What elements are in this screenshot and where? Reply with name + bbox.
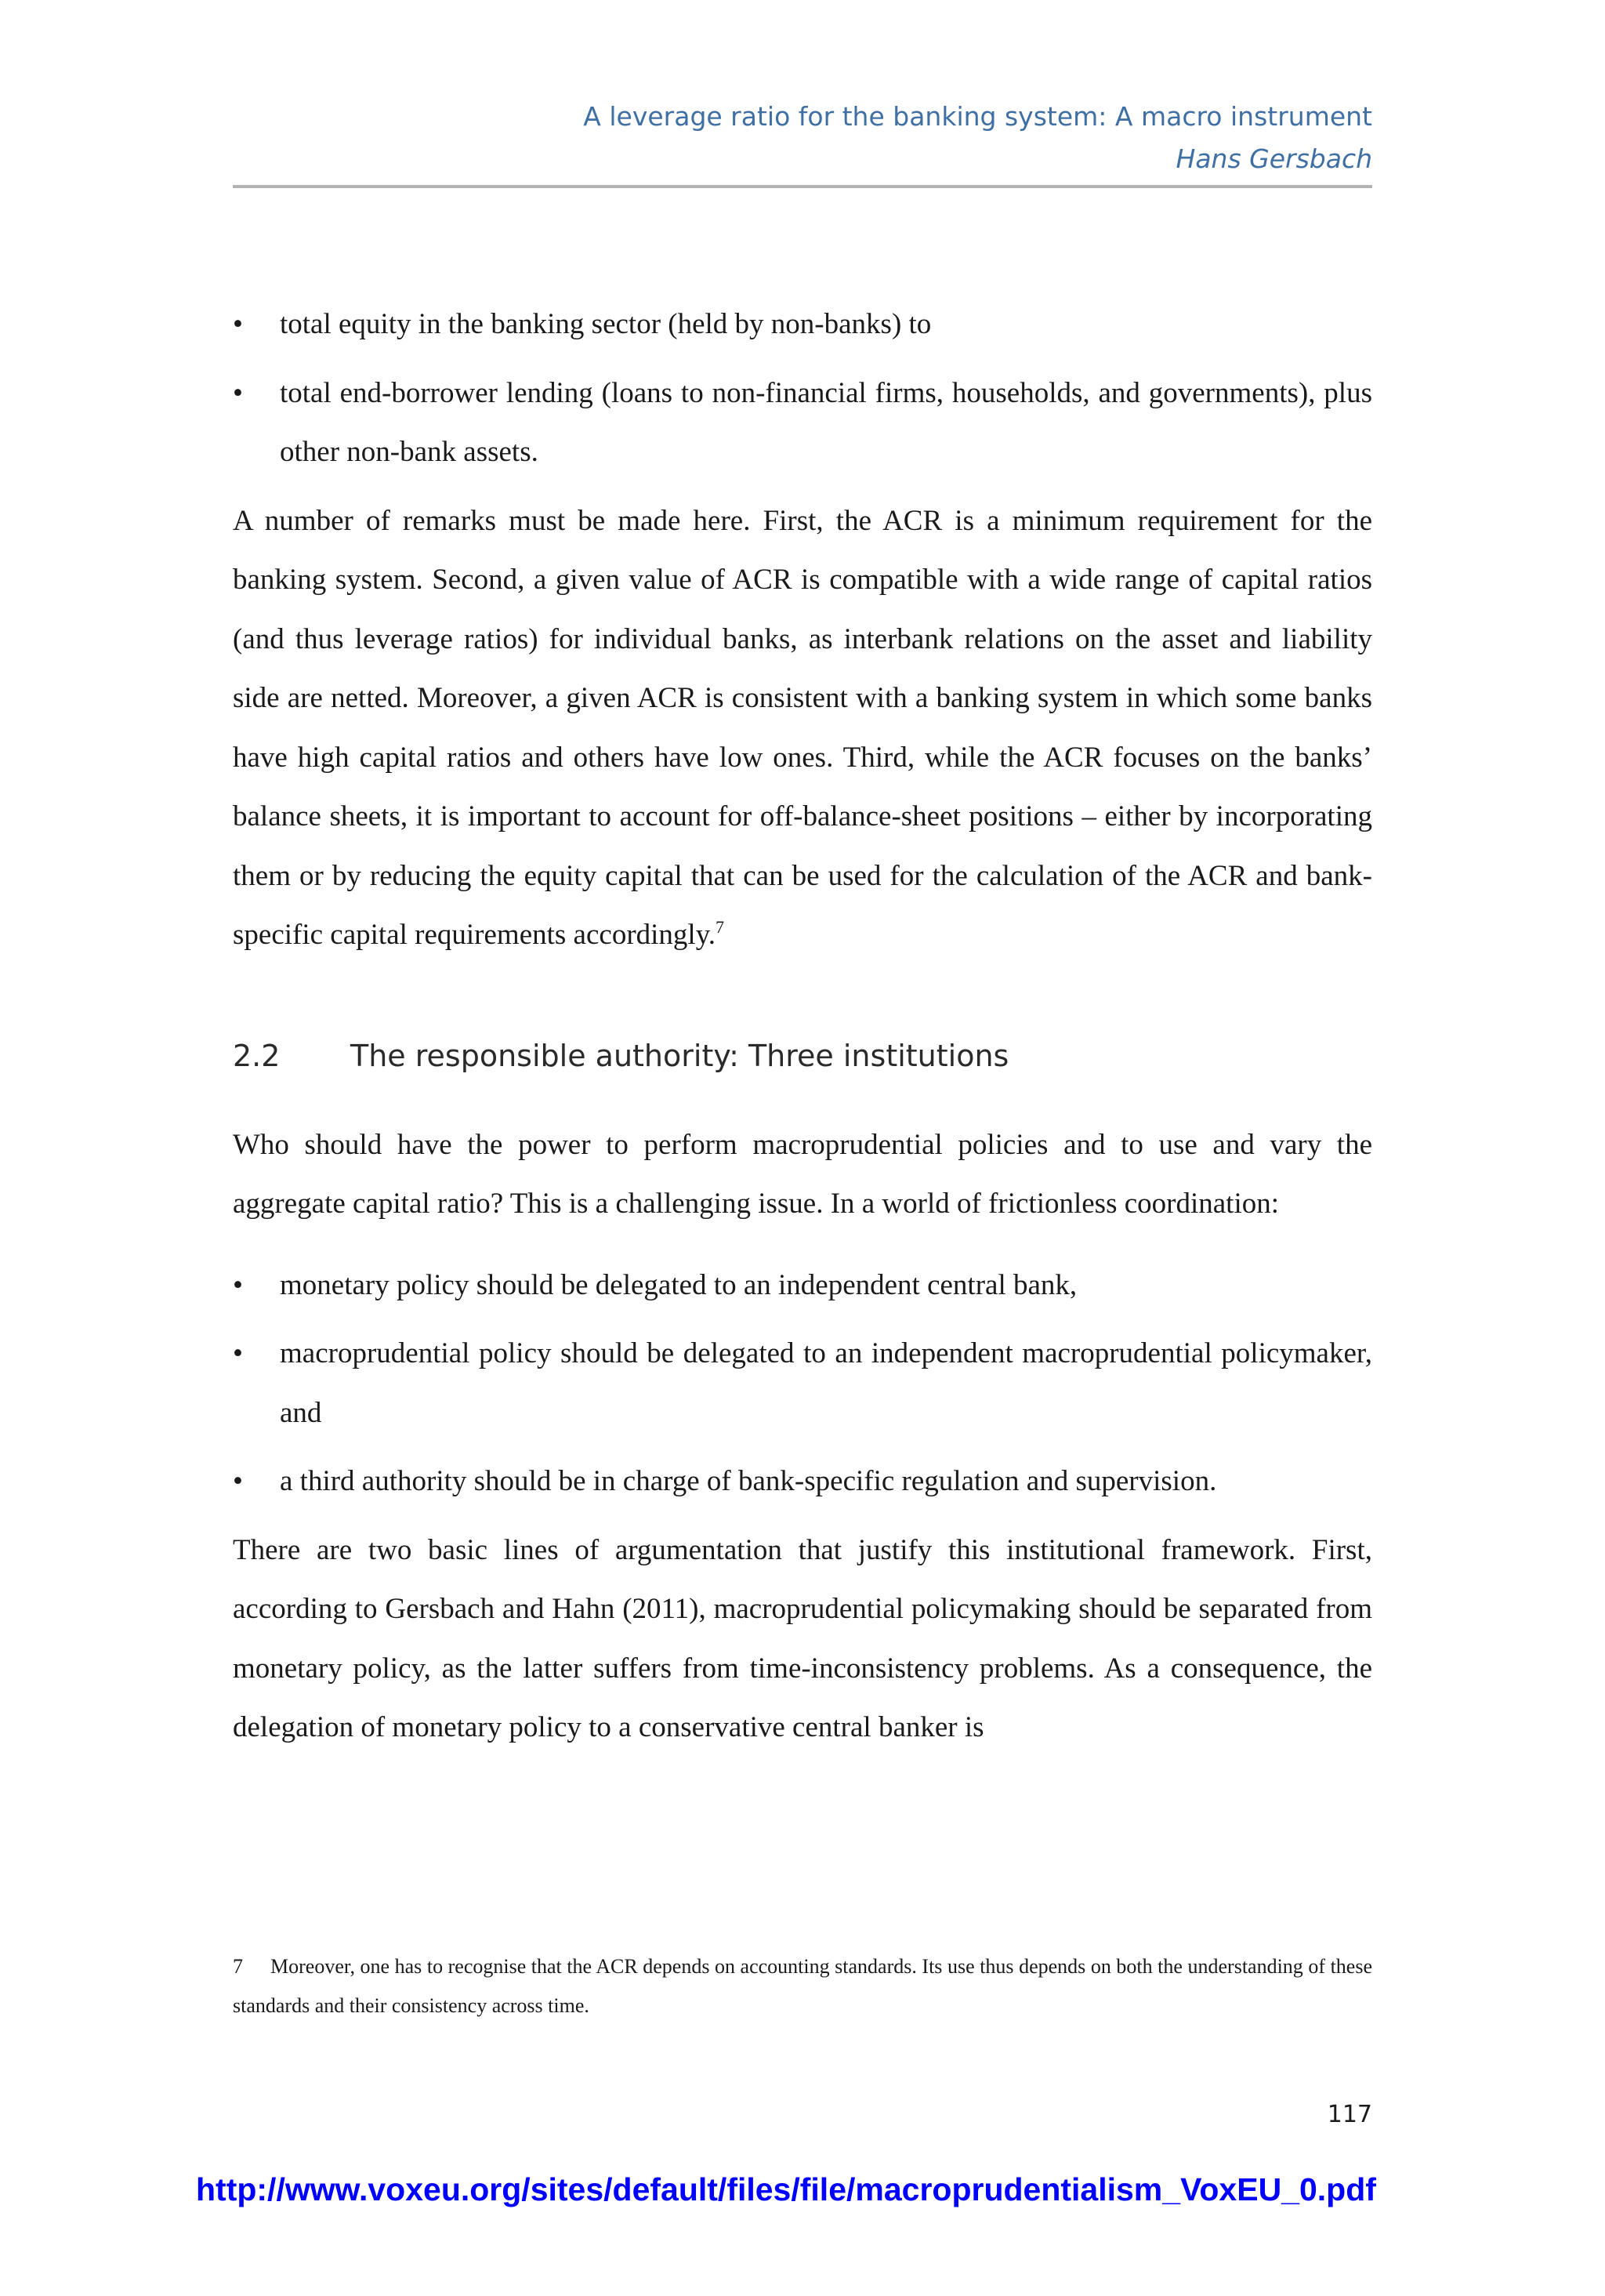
- running-head: [583, 96, 1372, 180]
- list-item-text: total end-borrower lending (loans to non-financial firms, households, and governments), plus other non-bank assets.: [280, 376, 1372, 468]
- list-item: [233, 364, 1372, 482]
- paragraph-text: There are two basic lines of argumentation that justify this institutional framework. First, according to Gersbach and Hahn (2011), macroprudential policymaking should be separated from monetary policy, as the latter suffers from time-inconsistency problems. As a consequence, the delegation of monetary policy to a conservative central banker is: [233, 1533, 1372, 1743]
- list-item-text: monetary policy should be delegated to an independent central bank,: [280, 1268, 1078, 1301]
- list-item-text: a third authority should be in charge of bank-specific regulation and supervision.: [280, 1465, 1217, 1497]
- section-title: The responsible authority: Three institutions: [350, 1038, 1009, 1073]
- body-text: [233, 295, 1372, 1757]
- bullet-icon: •: [233, 1268, 243, 1301]
- bullet-icon: •: [233, 308, 243, 340]
- paragraph-remarks: [233, 491, 1372, 965]
- header-divider: [233, 185, 1372, 188]
- bullet-icon: •: [233, 1337, 243, 1369]
- bullet-icon: •: [233, 1465, 243, 1497]
- source-url-link[interactable]: http://www.voxeu.org/sites/default/files/file/macroprudentialism_VoxEU_0.pdf: [196, 2171, 1376, 2207]
- paragraph-argumentation: [233, 1521, 1372, 1757]
- section-number: 2.2: [233, 1038, 281, 1073]
- paragraph-text: A number of remarks must be made here. First, the ACR is a minimum requirement for the banking system. Second, a given value of ACR is compatible with a wide range of capital ratios (and thus leverage ratios) for individual banks, as interbank relations on the asset and liability side are netted. Moreover, a given ACR is consistent with a banking system in which some banks have high capital ratios and others have low ones. Third, while the ACR focuses on the banks’ balance sheets, it is important to account for off-balance-sheet positions – either by incorporating them or by reducing the equity capital that can be used for the calculation of the ACR and bank-specific capital requirements accordingly.: [233, 504, 1372, 951]
- bullet-list-top: [233, 295, 1372, 482]
- spacer: [233, 1234, 1372, 1256]
- page-number: 117: [1327, 2101, 1372, 2128]
- footnote: [233, 1947, 1372, 2026]
- footnote-reference[interactable]: 7: [716, 917, 725, 937]
- running-head-author: Hans Gersbach: [1176, 143, 1372, 174]
- list-item-text: macroprudential policy should be delegated to an independent macroprudential policymaker, and: [280, 1337, 1372, 1429]
- bullet-icon: •: [233, 376, 243, 409]
- paragraph-question: [233, 1115, 1372, 1234]
- section-heading: [233, 1032, 1372, 1079]
- list-item: [233, 1324, 1372, 1442]
- footnote-text: Moreover, one has to recognise that the ACR depends on accounting standards. Its use thus depends on both the understanding of these standards and their consistency across time.: [233, 1955, 1372, 2017]
- list-item: [233, 1452, 1372, 1511]
- list-item: [233, 295, 1372, 354]
- running-head-title: A leverage ratio for the banking system: A macro instrument: [583, 101, 1372, 132]
- list-item: [233, 1256, 1372, 1315]
- paragraph-text: Who should have the power to perform macroprudential policies and to use and vary the aggregate capital ratio? This is a challenging issue. In a world of frictionless coordination:: [233, 1128, 1372, 1220]
- bullet-list-institutions: [233, 1256, 1372, 1511]
- footnote-number: 7: [233, 1955, 243, 1978]
- list-item-text: total equity in the banking sector (held by non-banks) to: [280, 308, 932, 340]
